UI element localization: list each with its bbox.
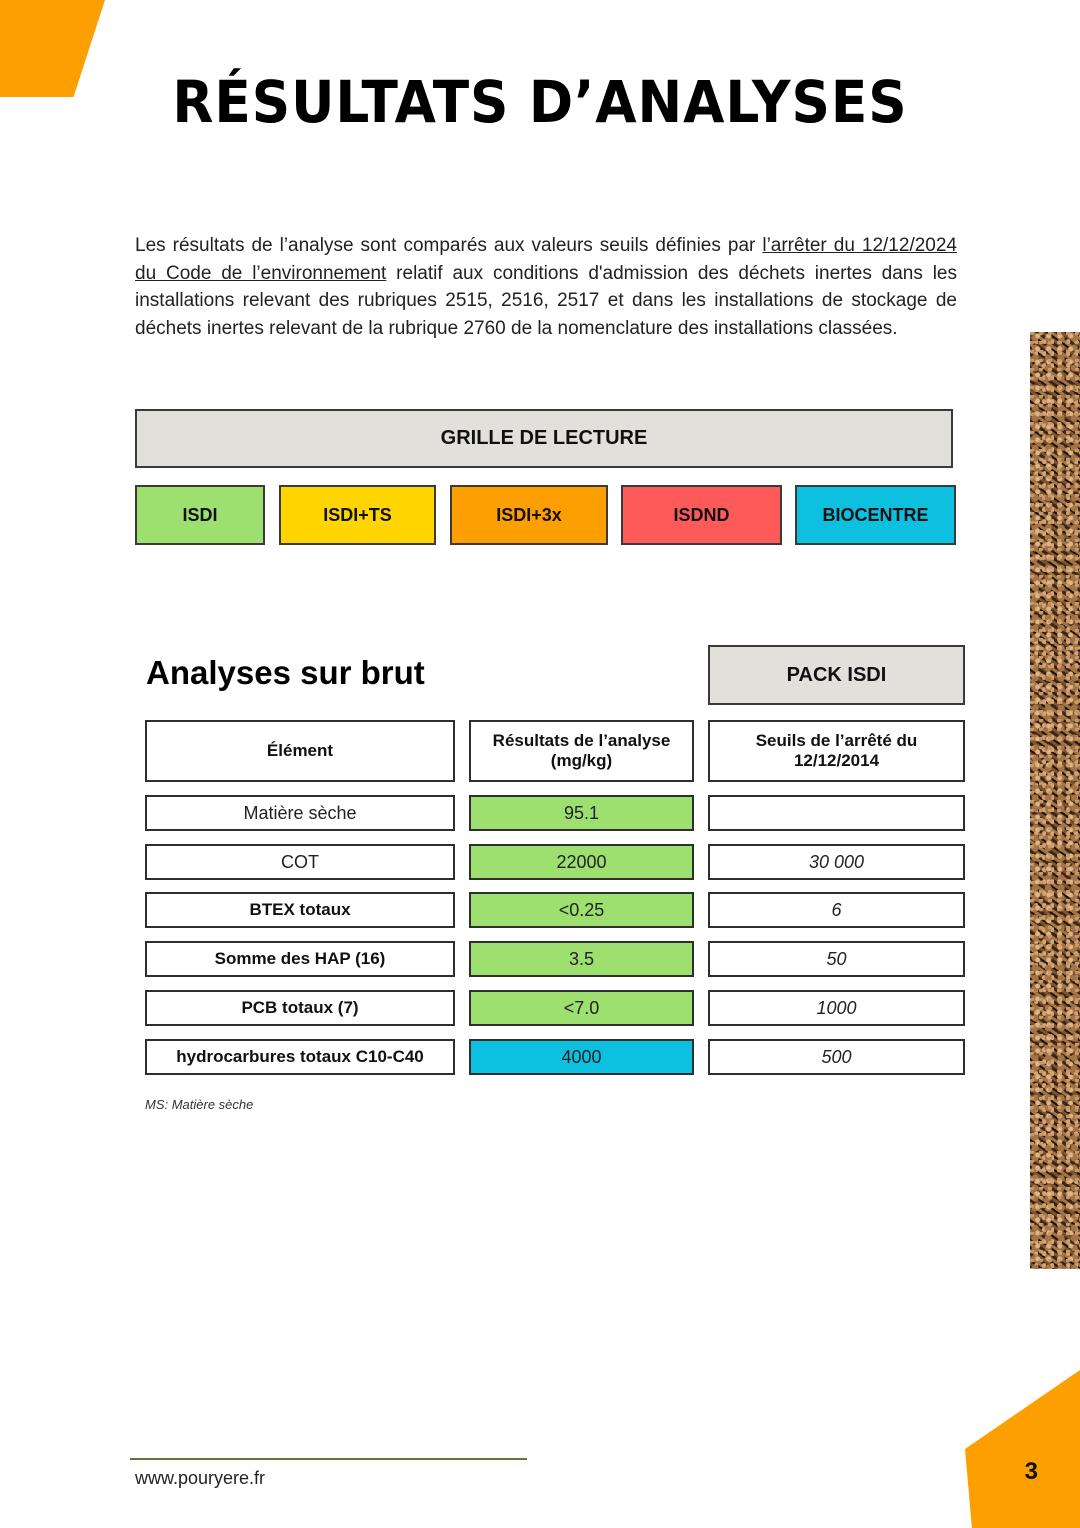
header-result: [469, 720, 694, 782]
orange-corner-decoration-bottom: [965, 1370, 1080, 1528]
row-element: COT: [145, 844, 455, 880]
header-result-line2: (mg/kg): [550, 751, 613, 770]
section-title: Analyses sur brut: [146, 654, 425, 691]
legend-biocentre: BIOCENTRE: [795, 485, 956, 545]
row-element: PCB totaux (7): [145, 990, 455, 1026]
page-title: RÉSULTATS D’ANALYSES: [172, 68, 908, 136]
row-threshold: 50: [708, 941, 965, 977]
header-threshold-line1: Seuils de l’arrêté du: [755, 731, 918, 750]
legend-isdi: ISDI: [135, 485, 265, 545]
pack-label: PACK ISDI: [708, 645, 965, 705]
row-threshold: 500: [708, 1039, 965, 1075]
intro-paragraph: [135, 232, 957, 342]
row-threshold: 1000: [708, 990, 965, 1026]
footer-website-link[interactable]: www.pouryere.fr: [135, 1468, 266, 1488]
intro-text-after: relatif aux conditions d'admission des déchets inertes dans les installations relevant des rubriques 2515, 2516, 2517 et dans les installations de stockage de déchets inertes relevant de la rubrique 2760 de la nomenclature des installations classées.: [135, 262, 957, 339]
footer-divider: [130, 1458, 527, 1460]
intro-text-before: Les résultats de l’analyse sont comparés aux valeurs seuils définies par: [135, 235, 763, 256]
footnote: MS: Matière sèche: [145, 1097, 254, 1112]
legend-isdi-ts: ISDI+TS: [279, 485, 436, 545]
row-threshold: [708, 795, 965, 831]
header-element: [145, 720, 455, 782]
row-result: 3.5: [469, 941, 694, 977]
row-result: 4000: [469, 1039, 694, 1075]
row-result: <0.25: [469, 892, 694, 928]
row-element: Matière sèche: [145, 795, 455, 831]
legend-title: GRILLE DE LECTURE: [135, 409, 953, 468]
header-threshold: [708, 720, 965, 782]
soil-image-strip: [1030, 332, 1080, 1269]
header-element-label: Élément: [266, 741, 334, 760]
header-threshold-line2: 12/12/2014: [793, 751, 880, 770]
row-element: BTEX totaux: [145, 892, 455, 928]
row-threshold: 30 000: [708, 844, 965, 880]
regulation-link[interactable]: l’arrêter du 12/12/2024 du Code de l’environnement: [135, 235, 957, 284]
row-result: <7.0: [469, 990, 694, 1026]
legend-isdi-3x: ISDI+3x: [450, 485, 608, 545]
row-threshold: 6: [708, 892, 965, 928]
row-element: Somme des HAP (16): [145, 941, 455, 977]
legend-isdnd: ISDND: [621, 485, 782, 545]
row-result: 95.1: [469, 795, 694, 831]
row-element: hydrocarbures totaux C10-C40: [145, 1039, 455, 1075]
row-result: 22000: [469, 844, 694, 880]
header-result-line1: Résultats de l’analyse: [492, 731, 671, 750]
page-number: 3: [1024, 1458, 1038, 1485]
